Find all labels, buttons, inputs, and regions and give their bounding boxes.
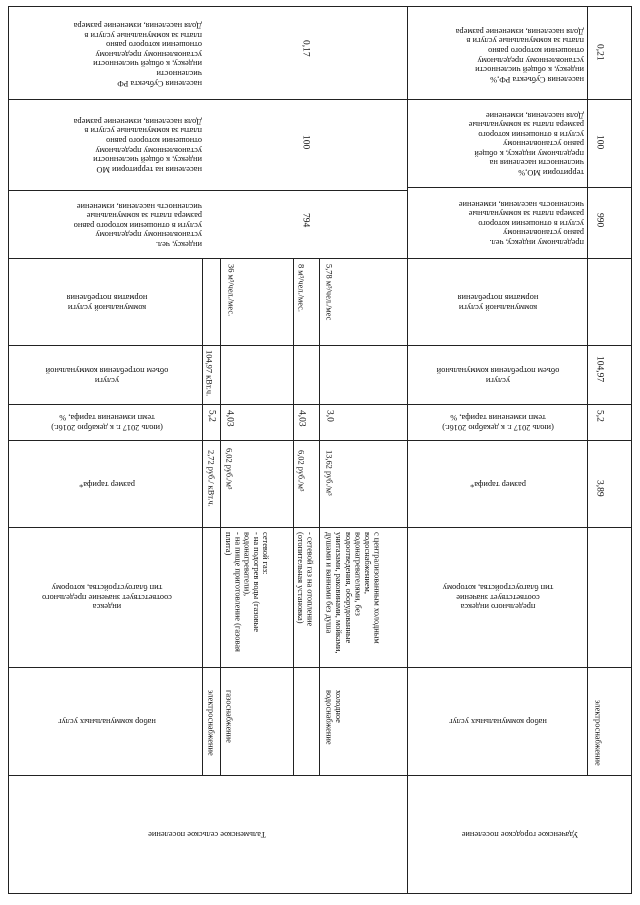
header-right-share-mo: территории МО,% численности населения на предельному индексу, к общей равно установленному услуги в отношении которого размера платы за коммунальные Доля населения, изменение (468, 110, 584, 178)
settlement-right: Удаченское городское поселение (461, 829, 579, 839)
value-share-mo: 100 (300, 135, 311, 150)
header-right-share-rf: населения Субъекта РФ,% индексу, к общей численности установленному предельному отношении которого равно платы за коммунальные услуги в Доля населения, изменение размера (455, 26, 584, 84)
value-right-tariff: 3,89 (594, 480, 605, 497)
header-right-set: набор коммунальных услуг (449, 716, 547, 726)
cell-type-cold-water: с централизованным холодным водоснабжением, водонагревателями, без водоотведения, оборудованные унитазами, раковинами, мойками, душами и ваннами без душа (324, 532, 382, 654)
value-right-share-mo: 100 (594, 135, 605, 150)
header-right-rate: (июль 2017 г. к декабрю 2016г.) темп изменения тарифа, % (442, 413, 554, 433)
value-right-count: 990 (594, 213, 605, 228)
cell-service-cold-water: холодное водоснабжение (324, 690, 344, 745)
value-share-rf: 0,17 (300, 40, 311, 57)
cell-tariff-gas-heating: 6,02 руб./м³ (296, 450, 306, 492)
cell-tariff-gas: 6,02 руб./м³ (224, 448, 234, 490)
header-volume: услуги объем потребления коммунальной (45, 366, 169, 385)
value-right-service: электроснабжение (593, 700, 603, 766)
cell-service-gas: газоснабжение (224, 690, 234, 743)
header-norm: коммунальной услуги норматив потребления (66, 293, 148, 312)
cell-tariff-cold-water: 13,62 руб./м³ (324, 450, 334, 496)
header-count: индексу, чел. установленному предельному услуги в отношении которого равно размера платы за коммунальные численность населения, изменение (73, 201, 202, 249)
cell-rate-electricity: 5,2 (206, 410, 217, 422)
cell-type-gas-heating: - сетевой газ на отопление (отопительная установка) (296, 532, 315, 627)
cell-volume-electricity: 104,97 кВт.ч. (204, 350, 214, 397)
cell-norm-cold-water: 5,78 м³/чел./мес (324, 264, 334, 321)
header-share-rf: населения Субъекта РФ численности индексу, к общей численности установленному предельному отношении которого равно платы за коммунальные услуги в Доля населения, изменение размера (73, 21, 202, 88)
header-right-count: предельному индексу, чел. равно установленному услуги в отношении которого размера платы за коммунальные численность населения, изменение (458, 199, 584, 247)
cell-rate-gas: 4,03 (224, 410, 235, 427)
settlement-left: Тальменское сельское поселение (148, 829, 266, 839)
cell-norm-gas-heating: 8 м³/чел./мес. (296, 264, 306, 312)
cell-tariff-electricity: 2,72 руб./ кВт.ч. (206, 450, 216, 507)
cell-service-electricity: электроснабжение (206, 690, 216, 756)
cell-rate-gas-heating: 4,03 (296, 410, 307, 427)
header-right-tariff: размер тарифа* (470, 479, 526, 489)
header-set: набор коммунальных услуг (58, 716, 156, 726)
header-rate: (июль 2017 г. к декабрю 2016г.) темп изменения тарифа, % (51, 413, 163, 433)
header-right-type: предельного индекса соответствует значение тип благоустройства, которому (442, 583, 554, 612)
value-count: 794 (300, 213, 311, 228)
cell-norm-gas: 36 м³/чел./мес. (226, 264, 236, 317)
header-tariff: размер тарифа* (79, 479, 135, 489)
value-right-share-rf: 0,21 (594, 44, 605, 61)
cell-rate-cold-water: 3,0 (324, 410, 335, 422)
value-right-volume: 104,97 (594, 356, 605, 383)
cell-type-gas: сетевой газ: - на подогрев воды (газовые водонагреватели), - на пище приготовление (газовая плита) (224, 532, 271, 652)
header-right-volume: услуги объем потребления коммунальной (436, 366, 560, 385)
header-right-norm: коммунальной услуги норматив потребления (457, 293, 539, 312)
value-right-rate: 5,2 (594, 410, 605, 422)
header-share-mo: населения на территории МО индексу, к общей численности установленному предельному отношении которого равно платы за коммунальные услуги в Доля населения, изменение размера (73, 116, 202, 174)
header-type: индекса соответствует значение предельного тип благоустройства, которому (42, 583, 172, 612)
